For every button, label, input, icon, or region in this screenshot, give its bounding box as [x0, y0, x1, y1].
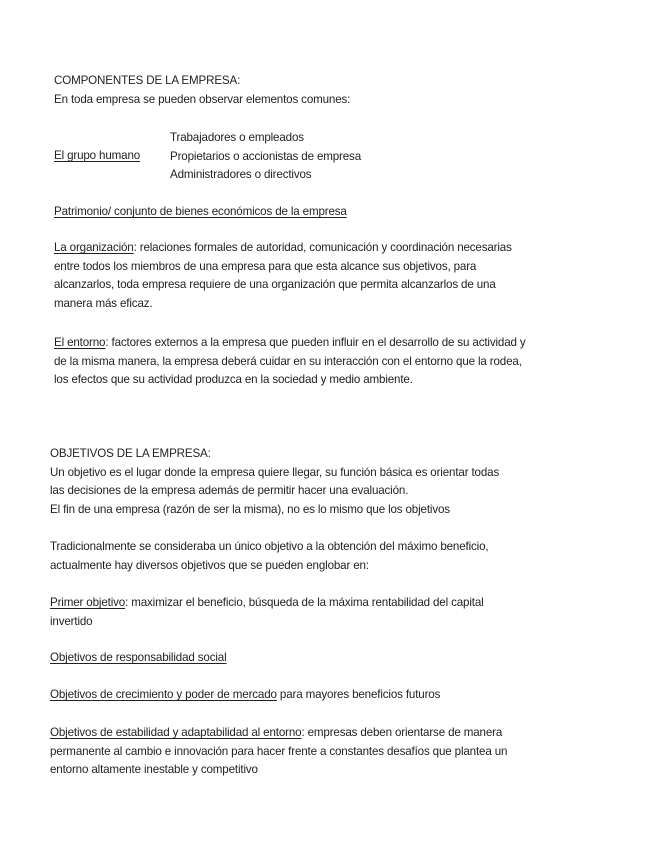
- crecimiento-text: para mayores beneficios futuros: [276, 688, 441, 701]
- objectives-intro: las decisiones de la empresa además de permitir hacer una evaluación.: [50, 484, 409, 498]
- entorno-text: : factores externos a la empresa que pueden influir en el desarrollo de su actividad y: [105, 336, 526, 349]
- organizacion-text: : relaciones formales de autoridad, comunicación y coordinación necesarias: [133, 241, 512, 254]
- estabilidad-text: entorno altamente inestable y competitivo: [50, 763, 258, 777]
- grupo-humano-items: [170, 129, 361, 185]
- responsabilidad-block: [50, 649, 636, 668]
- responsabilidad-term: Objetivos de responsabilidad social: [50, 651, 227, 664]
- estabilidad-text: permanente al cambio e innovación para hacer frente a constantes desafíos que plantea un: [50, 744, 508, 758]
- estabilidad-block: [50, 724, 636, 780]
- patrimonio-block: [54, 203, 640, 222]
- primer-objetivo-block: [50, 594, 636, 631]
- components-heading: COMPONENTES DE LA EMPRESA:: [54, 74, 241, 87]
- components-header-block: [54, 72, 640, 109]
- entorno-block: [54, 334, 640, 390]
- crecimiento-term: Objetivos de crecimiento y poder de mercado: [50, 688, 277, 701]
- objectives-intro: Un objetivo es el lugar donde la empresa quiere llegar, su función básica es orientar todas: [50, 465, 500, 479]
- objectives-intro: El fin de una empresa (razón de ser la misma), no es lo mismo que los objetivos: [50, 502, 450, 516]
- primer-objetivo-text: : maximizar el beneficio, búsqueda de la máxima rentabilidad del capital: [125, 596, 484, 609]
- organizacion-text: manera más eficaz.: [54, 296, 153, 310]
- organizacion-block: [54, 239, 640, 313]
- organizacion-term: La organización: [54, 241, 134, 254]
- crecimiento-block: [50, 686, 636, 705]
- grupo-humano-block: [54, 129, 474, 185]
- estabilidad-text: : empresas deben orientarse de manera: [301, 726, 503, 739]
- entorno-text: los efectos que su actividad produzca en la sociedad y medio ambiente.: [54, 373, 413, 387]
- objectives-heading: OBJETIVOS DE LA EMPRESA:: [50, 447, 211, 460]
- entorno-term: El entorno: [54, 336, 106, 349]
- traditional-block: [50, 538, 636, 575]
- grupo-humano-item: Administradores o directivos: [170, 168, 312, 182]
- primer-objetivo-term: Primer objetivo: [50, 596, 126, 609]
- estabilidad-term: Objetivos de estabilidad y adaptabilidad al entorno: [50, 726, 302, 739]
- patrimonio-term: Patrimonio/ conjunto de bienes económicos de la empresa: [54, 205, 347, 218]
- objectives-header-block: [50, 445, 636, 519]
- traditional-text: Tradicionalmente se consideraba un único objetivo a la obtención del máximo beneficio,: [50, 540, 489, 553]
- grupo-humano-label: El grupo humano: [54, 149, 141, 162]
- organizacion-text: alcanzarlos, toda empresa requiere de una organización que permita alcanzarlos de una: [54, 278, 496, 292]
- primer-objetivo-text: invertido: [50, 614, 93, 628]
- grupo-humano-item: Propietarios o accionistas de empresa: [170, 149, 362, 163]
- components-intro: En toda empresa se pueden observar elementos comunes:: [54, 92, 351, 106]
- organizacion-text: entre todos los miembros de una empresa para que esta alcance sus objetivos, para: [54, 259, 477, 273]
- grupo-humano-item: Trabajadores o empleados: [170, 131, 304, 144]
- traditional-text: actualmente hay diversos objetivos que se pueden englobar en:: [50, 558, 369, 572]
- entorno-text: de la misma manera, la empresa deberá cuidar en su interacción con el entorno que la rodea,: [54, 354, 522, 368]
